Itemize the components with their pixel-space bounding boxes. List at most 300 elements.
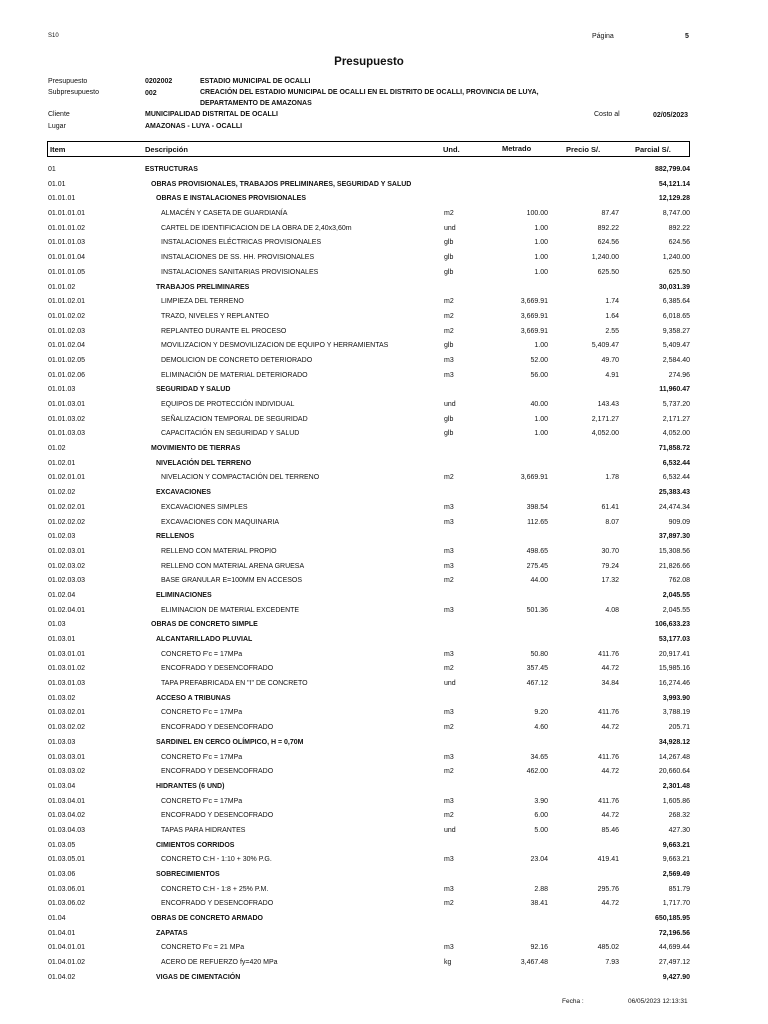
cliente-label: Cliente bbox=[48, 111, 70, 118]
item-cell: 01.03.06 bbox=[48, 871, 76, 878]
parcial-cell: 2,569.49 bbox=[662, 871, 690, 878]
metrado-cell: 3,669.91 bbox=[520, 474, 548, 482]
metrado-cell: 1.00 bbox=[534, 239, 548, 247]
precio-cell: 4.08 bbox=[605, 606, 619, 614]
unit-cell: m3 bbox=[444, 885, 454, 893]
metrado-cell: 38.41 bbox=[530, 900, 548, 908]
table-row bbox=[0, 179, 768, 194]
description-cell: ALCANTARILLADO PLUVIAL bbox=[156, 636, 253, 643]
metrado-cell: 3,467.48 bbox=[520, 959, 548, 967]
item-cell: 01.03.01.02 bbox=[48, 665, 85, 673]
parcial-cell: 6,532.44 bbox=[662, 459, 690, 467]
item-cell: 01.01.03.03 bbox=[48, 430, 85, 438]
precio-cell: 411.76 bbox=[598, 753, 619, 761]
precio-cell: 892.22 bbox=[597, 224, 619, 232]
table-row bbox=[0, 796, 768, 811]
description-cell: EXCAVACIONES SIMPLES bbox=[161, 503, 248, 511]
parcial-cell: 72,196.56 bbox=[658, 929, 690, 937]
metrado-cell: 4.60 bbox=[534, 724, 548, 732]
parcial-cell: 650,185.95 bbox=[654, 915, 690, 923]
description-cell: CONCRETO C:H - 1:8 + 25% P.M. bbox=[161, 885, 269, 893]
item-cell: 01.03.01.01 bbox=[48, 650, 85, 658]
description-cell: CONCRETO F'c = 21 MPa bbox=[161, 944, 245, 952]
unit-cell: m3 bbox=[444, 753, 454, 761]
unit-cell: m3 bbox=[444, 797, 454, 805]
unit-cell: glb bbox=[444, 268, 454, 276]
precio-cell: 419.41 bbox=[597, 856, 619, 864]
table-row bbox=[0, 854, 768, 869]
parcial-cell: 30,031.39 bbox=[658, 283, 690, 291]
subpresupuesto-code: 002 bbox=[145, 90, 157, 97]
description-cell: NIVELACION Y COMPACTACIÓN DEL TERRENO bbox=[161, 474, 320, 482]
item-cell: 01.01.02 bbox=[48, 283, 76, 291]
unit-cell: m3 bbox=[444, 650, 454, 658]
unit-cell: glb bbox=[444, 342, 454, 350]
description-cell: EXCAVACIONES CON MAQUINARIA bbox=[161, 518, 279, 526]
description-cell: MOVILIZACION Y DESMOVILIZACION DE EQUIPO Y HERRAMIENTAS bbox=[161, 342, 389, 350]
unit-cell: m2 bbox=[444, 768, 454, 776]
unit-cell: und bbox=[444, 224, 456, 232]
item-cell: 01.03.02.02 bbox=[48, 724, 85, 732]
description-cell: INSTALACIONES ELÉCTRICAS PROVISIONALES bbox=[161, 239, 322, 247]
col-precio-header: Precio S/. bbox=[566, 145, 601, 154]
table-row bbox=[0, 898, 768, 913]
table-row bbox=[0, 766, 768, 781]
metrado-cell: 23.04 bbox=[530, 856, 548, 864]
metrado-cell: 498.65 bbox=[526, 547, 548, 555]
metrado-cell: 3,669.91 bbox=[520, 298, 548, 306]
precio-cell: 44.72 bbox=[601, 768, 619, 776]
precio-cell: 411.76 bbox=[598, 797, 619, 805]
item-cell: 01.04.01.02 bbox=[48, 959, 85, 967]
metrado-cell: 1.00 bbox=[534, 254, 548, 262]
description-cell: TAPA PREFABRICADA EN "I" DE CONCRETO bbox=[161, 680, 308, 688]
precio-cell: 7.93 bbox=[605, 959, 619, 967]
table-row bbox=[0, 296, 768, 311]
parcial-cell: 16,274.46 bbox=[658, 680, 690, 688]
item-cell: 01.02.03.01 bbox=[48, 547, 85, 555]
description-cell: VIGAS DE CIMENTACIÓN bbox=[156, 973, 241, 981]
unit-cell: m3 bbox=[444, 503, 454, 511]
precio-cell: 624.56 bbox=[597, 239, 619, 247]
item-cell: 01.02.01.01 bbox=[48, 474, 85, 482]
parcial-cell: 3,788.19 bbox=[662, 709, 690, 717]
table-row bbox=[0, 737, 768, 752]
description-cell: ACCESO A TRIBUNAS bbox=[156, 694, 231, 702]
unit-cell: m3 bbox=[444, 547, 454, 555]
item-cell: 01.04.01 bbox=[48, 929, 76, 937]
parcial-cell: 21,826.66 bbox=[658, 562, 690, 570]
item-cell: 01 bbox=[48, 166, 56, 173]
unit-cell: m3 bbox=[444, 606, 454, 614]
parcial-cell: 24,474.34 bbox=[658, 503, 690, 511]
cliente-value: MUNICIPALIDAD DISTRITAL DE OCALLI bbox=[145, 111, 278, 118]
table-row bbox=[0, 370, 768, 385]
parcial-cell: 2,045.55 bbox=[662, 591, 690, 599]
precio-cell: 17.32 bbox=[601, 577, 619, 585]
unit-cell: und bbox=[444, 401, 456, 408]
unit-cell: kg bbox=[444, 959, 452, 967]
table-row bbox=[0, 340, 768, 355]
precio-cell: 2,171.27 bbox=[591, 415, 619, 423]
table-row bbox=[0, 957, 768, 972]
description-cell: ENCOFRADO Y DESENCOFRADO bbox=[161, 724, 274, 732]
table-row bbox=[0, 193, 768, 208]
parcial-cell: 762.08 bbox=[668, 577, 690, 585]
parcial-cell: 15,308.56 bbox=[658, 547, 690, 555]
parcial-cell: 9,427.90 bbox=[662, 973, 690, 981]
precio-cell: 1.64 bbox=[605, 312, 619, 320]
item-cell: 01.01.02.02 bbox=[48, 312, 85, 320]
metrado-cell: 398.54 bbox=[526, 503, 548, 511]
precio-cell: 411.76 bbox=[598, 650, 619, 658]
metrado-cell: 1.00 bbox=[534, 342, 548, 350]
description-cell: SOBRECIMIENTOS bbox=[156, 871, 220, 878]
precio-cell: 34.84 bbox=[601, 680, 619, 688]
unit-cell: m2 bbox=[444, 312, 454, 320]
unit-cell: m2 bbox=[444, 665, 454, 673]
item-cell: 01.04.01.01 bbox=[48, 944, 85, 952]
parcial-cell: 4,052.00 bbox=[662, 430, 690, 438]
table-row bbox=[0, 722, 768, 737]
description-cell: ALMACÉN Y CASETA DE GUARDIANÍA bbox=[161, 210, 288, 218]
parcial-cell: 71,858.72 bbox=[658, 445, 690, 453]
table-row bbox=[0, 472, 768, 487]
item-cell: 01.02.04.01 bbox=[48, 606, 85, 614]
item-cell: 01.01.01.05 bbox=[48, 268, 85, 276]
metrado-cell: 1.00 bbox=[534, 268, 548, 276]
table-row bbox=[0, 546, 768, 561]
table-row bbox=[0, 707, 768, 722]
unit-cell: m2 bbox=[444, 812, 454, 820]
table-header bbox=[47, 141, 690, 157]
precio-cell: 1,240.00 bbox=[591, 254, 619, 262]
table-row bbox=[0, 443, 768, 458]
item-cell: 01.03.02.01 bbox=[48, 709, 85, 717]
precio-cell: 44.72 bbox=[601, 665, 619, 673]
parcial-cell: 20,917.41 bbox=[658, 650, 690, 658]
precio-cell: 2.55 bbox=[605, 327, 619, 335]
precio-cell: 87.47 bbox=[601, 210, 619, 218]
parcial-cell: 9,663.21 bbox=[662, 856, 690, 864]
metrado-cell: 44.00 bbox=[530, 577, 548, 585]
parcial-cell: 27,497.12 bbox=[658, 959, 690, 967]
description-cell: SEÑALIZACION TEMPORAL DE SEGURIDAD bbox=[161, 415, 308, 423]
unit-cell: m2 bbox=[444, 724, 454, 732]
item-cell: 01.04 bbox=[48, 915, 66, 923]
table-row bbox=[0, 972, 768, 987]
metrado-cell: 2.88 bbox=[534, 885, 548, 893]
description-cell: REPLANTEO DURANTE EL PROCESO bbox=[161, 327, 287, 335]
description-cell: CONCRETO F'c = 17MPa bbox=[161, 709, 243, 717]
description-cell: CONCRETO F'c = 17MPa bbox=[161, 753, 243, 761]
precio-cell: 49.70 bbox=[601, 356, 619, 364]
table-row bbox=[0, 326, 768, 341]
parcial-cell: 1,717.70 bbox=[662, 900, 690, 908]
precio-cell: 485.02 bbox=[597, 944, 619, 952]
description-cell: CAPACITACIÓN EN SEGURIDAD Y SALUD bbox=[161, 430, 300, 438]
description-cell: MOVIMIENTO DE TIERRAS bbox=[151, 445, 241, 453]
precio-cell: 79.24 bbox=[601, 562, 619, 570]
lugar-label: Lugar bbox=[48, 123, 66, 130]
item-cell: 01.02.04 bbox=[48, 591, 76, 599]
table-row bbox=[0, 913, 768, 928]
metrado-cell: 52.00 bbox=[530, 356, 548, 364]
description-cell: DEMOLICION DE CONCRETO DETERIORADO bbox=[161, 356, 313, 364]
description-cell: EXCAVACIONES bbox=[156, 489, 211, 497]
table-row bbox=[0, 619, 768, 634]
report-code: S10 bbox=[48, 33, 59, 39]
precio-cell: 4,052.00 bbox=[591, 430, 619, 438]
parcial-cell: 44,699.44 bbox=[658, 944, 690, 952]
metrado-cell: 275.45 bbox=[526, 562, 548, 570]
metrado-cell: 1.00 bbox=[534, 224, 548, 232]
item-cell: 01.01.02.03 bbox=[48, 327, 85, 335]
table-row bbox=[0, 517, 768, 532]
unit-cell: glb bbox=[444, 239, 454, 247]
parcial-cell: 53,177.03 bbox=[658, 636, 690, 643]
table-row bbox=[0, 561, 768, 576]
parcial-cell: 9,358.27 bbox=[662, 327, 690, 335]
item-cell: 01.01.02.05 bbox=[48, 356, 85, 364]
parcial-cell: 15,985.16 bbox=[658, 665, 690, 673]
description-cell: OBRAS PROVISIONALES, TRABAJOS PRELIMINARES, SEGURIDAD Y SALUD bbox=[151, 180, 412, 188]
item-cell: 01.03.01 bbox=[48, 636, 76, 643]
description-cell: ELIMINACIONES bbox=[156, 591, 212, 599]
table-row bbox=[0, 428, 768, 443]
description-cell: LIMPIEZA DEL TERRENO bbox=[161, 298, 244, 306]
table-row bbox=[0, 605, 768, 620]
unit-cell: m3 bbox=[444, 518, 454, 526]
description-cell: TAPAS PARA HIDRANTES bbox=[161, 826, 246, 834]
description-cell: RELLENO CON MATERIAL ARENA GRUESA bbox=[161, 562, 305, 570]
parcial-cell: 6,385.64 bbox=[662, 298, 690, 306]
precio-cell: 143.43 bbox=[597, 401, 619, 408]
description-cell: RELLENOS bbox=[156, 533, 195, 541]
table-row bbox=[0, 458, 768, 473]
parcial-cell: 5,409.47 bbox=[662, 342, 690, 350]
parcial-cell: 14,267.48 bbox=[658, 753, 690, 761]
costo-date: 02/05/2023 bbox=[653, 112, 689, 119]
item-cell: 01.01.01.03 bbox=[48, 239, 85, 247]
table-row bbox=[0, 267, 768, 282]
subpresupuesto-line2: DEPARTAMENTO DE AMAZONAS bbox=[200, 100, 312, 107]
metrado-cell: 9.20 bbox=[534, 709, 548, 717]
parcial-cell: 3,993.90 bbox=[662, 694, 690, 702]
table-row bbox=[0, 399, 768, 414]
description-cell: ENCOFRADO Y DESENCOFRADO bbox=[161, 812, 274, 820]
description-cell: OBRAS DE CONCRETO ARMADO bbox=[151, 915, 264, 923]
item-cell: 01.03 bbox=[48, 621, 66, 629]
table-row bbox=[0, 502, 768, 517]
description-cell: ESTRUCTURAS bbox=[145, 166, 198, 173]
table-row bbox=[0, 634, 768, 649]
col-parcial-header: Parcial S/. bbox=[635, 145, 671, 154]
table-row bbox=[0, 590, 768, 605]
description-cell: CARTEL DE IDENTIFICACION DE LA OBRA DE 2,40x3,60m bbox=[161, 224, 352, 232]
parcial-cell: 892.22 bbox=[668, 224, 690, 232]
metrado-cell: 100.00 bbox=[526, 210, 548, 218]
fecha-value: 06/05/2023 12:13:31 bbox=[628, 998, 688, 1005]
description-cell: CONCRETO F'c = 17MPa bbox=[161, 650, 243, 658]
unit-cell: m3 bbox=[444, 709, 454, 717]
description-cell: ELIMINACION DE MATERIAL EXCEDENTE bbox=[161, 606, 300, 614]
table-row bbox=[0, 693, 768, 708]
metrado-cell: 5.00 bbox=[534, 826, 548, 834]
item-cell: 01.03.06.01 bbox=[48, 885, 85, 893]
table-row bbox=[0, 649, 768, 664]
description-cell: TRAZO, NIVELES Y REPLANTEO bbox=[161, 312, 269, 320]
precio-cell: 44.72 bbox=[601, 812, 619, 820]
presupuesto-name: ESTADIO MUNICIPAL DE OCALLI bbox=[200, 78, 311, 85]
parcial-cell: 8,747.00 bbox=[662, 210, 690, 218]
unit-cell: m3 bbox=[444, 944, 454, 952]
description-cell: CONCRETO C:H - 1:10 + 30% P.G. bbox=[161, 856, 272, 864]
precio-cell: 44.72 bbox=[601, 724, 619, 732]
unit-cell: und bbox=[444, 826, 456, 834]
item-cell: 01.04.02 bbox=[48, 973, 76, 981]
item-cell: 01.01.01.01 bbox=[48, 210, 85, 218]
item-cell: 01.01.03 bbox=[48, 386, 76, 394]
description-cell: INSTALACIONES SANITARIAS PROVISIONALES bbox=[161, 268, 319, 276]
table-row bbox=[0, 414, 768, 429]
precio-cell: 625.50 bbox=[597, 268, 619, 276]
unit-cell: m2 bbox=[444, 298, 454, 306]
unit-cell: m3 bbox=[444, 356, 454, 364]
parcial-cell: 268.32 bbox=[668, 812, 690, 820]
unit-cell: m2 bbox=[444, 474, 454, 482]
description-cell: ENCOFRADO Y DESENCOFRADO bbox=[161, 900, 274, 908]
table-row bbox=[0, 531, 768, 546]
table-row bbox=[0, 487, 768, 502]
metrado-cell: 501.36 bbox=[526, 606, 548, 614]
item-cell: 01.01 bbox=[48, 180, 66, 188]
description-cell: EQUIPOS DE PROTECCIÓN INDIVIDUAL bbox=[161, 401, 295, 408]
parcial-cell: 274.96 bbox=[668, 371, 690, 379]
table-row bbox=[0, 237, 768, 252]
parcial-cell: 624.56 bbox=[668, 239, 690, 247]
precio-cell: 295.76 bbox=[597, 885, 619, 893]
metrado-cell: 50.80 bbox=[530, 650, 548, 658]
parcial-cell: 205.71 bbox=[668, 724, 690, 732]
item-cell: 01.01.01 bbox=[48, 195, 76, 203]
table-row bbox=[0, 282, 768, 297]
description-cell: CONCRETO F'c = 17MPa bbox=[161, 797, 243, 805]
item-cell: 01.03.05 bbox=[48, 841, 76, 849]
table-row bbox=[0, 663, 768, 678]
parcial-cell: 11,960.47 bbox=[659, 386, 690, 394]
parcial-cell: 1,240.00 bbox=[662, 254, 690, 262]
parcial-cell: 2,171.27 bbox=[662, 415, 690, 423]
item-cell: 01.03.03.02 bbox=[48, 768, 85, 776]
parcial-cell: 12,129.28 bbox=[658, 195, 690, 203]
table-row bbox=[0, 752, 768, 767]
table-row bbox=[0, 825, 768, 840]
item-cell: 01.03.01.03 bbox=[48, 680, 85, 688]
metrado-cell: 34.65 bbox=[530, 753, 548, 761]
parcial-cell: 54,121.14 bbox=[658, 180, 690, 188]
unit-cell: glb bbox=[444, 254, 454, 262]
item-cell: 01.01.03.02 bbox=[48, 415, 85, 423]
precio-cell: 8.07 bbox=[605, 518, 619, 526]
unit-cell: m3 bbox=[444, 371, 454, 379]
parcial-cell: 5,737.20 bbox=[662, 401, 690, 408]
parcial-cell: 882,799.04 bbox=[654, 166, 690, 173]
item-cell: 01.02.02.02 bbox=[48, 518, 85, 526]
metrado-cell: 3,669.91 bbox=[520, 327, 548, 335]
precio-cell: 44.72 bbox=[601, 900, 619, 908]
table-row bbox=[0, 869, 768, 884]
item-cell: 01.01.02.04 bbox=[48, 342, 85, 350]
presupuesto-label: Presupuesto bbox=[48, 78, 88, 85]
metrado-cell: 112.65 bbox=[527, 518, 548, 526]
table-row bbox=[0, 781, 768, 796]
item-cell: 01.03.04 bbox=[48, 782, 76, 790]
col-item-header: Item bbox=[50, 145, 66, 154]
metrado-cell: 56.00 bbox=[530, 371, 548, 379]
metrado-cell: 6.00 bbox=[534, 812, 548, 820]
unit-cell: m2 bbox=[444, 900, 454, 908]
unit-cell: glb bbox=[444, 430, 454, 438]
parcial-cell: 37,897.30 bbox=[658, 533, 690, 541]
parcial-cell: 625.50 bbox=[668, 268, 690, 276]
parcial-cell: 9,663.21 bbox=[662, 841, 690, 849]
parcial-cell: 2,301.48 bbox=[662, 782, 690, 790]
metrado-cell: 1.00 bbox=[534, 430, 548, 438]
parcial-cell: 851.79 bbox=[668, 885, 690, 893]
item-cell: 01.02.02 bbox=[48, 489, 76, 497]
item-cell: 01.03.06.02 bbox=[48, 900, 85, 908]
table-row bbox=[0, 678, 768, 693]
table-row bbox=[0, 311, 768, 326]
precio-cell: 30.70 bbox=[601, 547, 619, 555]
unit-cell: m2 bbox=[444, 577, 454, 585]
item-cell: 01.03.04.02 bbox=[48, 812, 85, 820]
subpresupuesto-line1: CREACIÓN DEL ESTADIO MUNICIPAL DE OCALLI EN EL DISTRITO DE OCALLI, PROVINCIA DE LUYA, bbox=[200, 89, 539, 96]
table-row bbox=[0, 928, 768, 943]
description-cell: SEGURIDAD Y SALUD bbox=[156, 386, 231, 394]
metrado-cell: 92.16 bbox=[530, 944, 548, 952]
subpresupuesto-label: Subpresupuesto bbox=[48, 89, 99, 96]
page-label: Página bbox=[592, 33, 614, 40]
description-cell: INSTALACIONES DE SS. HH. PROVISIONALES bbox=[161, 254, 315, 262]
unit-cell: m2 bbox=[444, 210, 454, 218]
lugar-value: AMAZONAS - LUYA - OCALLI bbox=[145, 123, 243, 130]
description-cell: CIMIENTOS CORRIDOS bbox=[156, 841, 235, 849]
parcial-cell: 106,633.23 bbox=[654, 621, 690, 629]
item-cell: 01.02.02.01 bbox=[48, 503, 85, 511]
parcial-cell: 2,584.40 bbox=[662, 356, 690, 364]
precio-cell: 5,409.47 bbox=[591, 342, 619, 350]
unit-cell: m2 bbox=[444, 327, 454, 335]
precio-cell: 1.78 bbox=[605, 474, 619, 482]
table-row bbox=[0, 840, 768, 855]
item-cell: 01.03.03 bbox=[48, 738, 76, 746]
description-cell: TRABAJOS PRELIMINARES bbox=[156, 283, 250, 291]
metrado-cell: 3,669.91 bbox=[520, 312, 548, 320]
parcial-cell: 34,928.12 bbox=[658, 738, 690, 746]
col-und-header: Und. bbox=[443, 145, 460, 154]
costo-label: Costo al bbox=[594, 111, 620, 118]
precio-cell: 411.76 bbox=[598, 709, 619, 717]
precio-cell: 61.41 bbox=[601, 503, 619, 511]
table-row bbox=[0, 208, 768, 223]
parcial-cell: 6,532.44 bbox=[662, 474, 690, 482]
parcial-cell: 25,383.43 bbox=[658, 489, 690, 497]
precio-cell: 4.91 bbox=[605, 371, 619, 379]
metrado-cell: 357.45 bbox=[526, 665, 548, 673]
description-cell: HIDRANTES (6 UND) bbox=[156, 782, 225, 790]
